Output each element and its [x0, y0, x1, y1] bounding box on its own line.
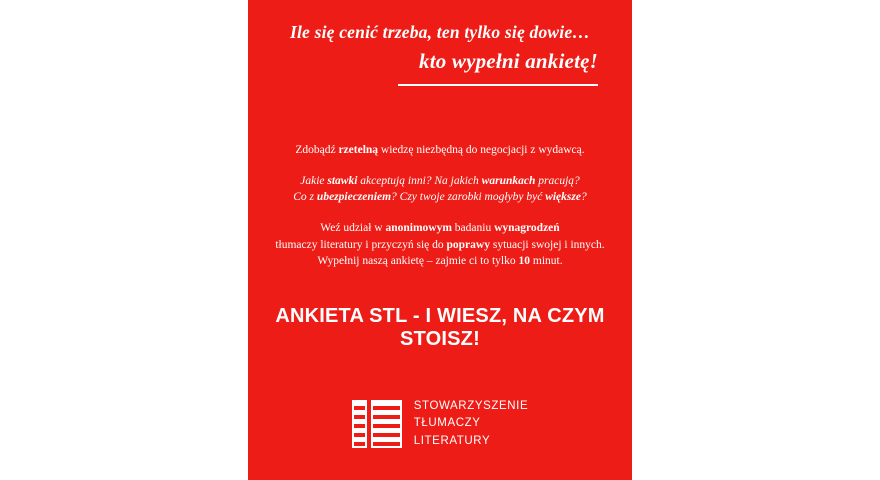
- headline-rule: [398, 84, 598, 86]
- p3-emph-wynagrodzen: wynagrodzeń: [494, 222, 560, 235]
- p2-text-j: ?: [580, 191, 587, 204]
- book-pages-logo-icon: [352, 400, 402, 448]
- p1-emph-rzetelna: rzetelną: [338, 144, 379, 156]
- p3-text-a: Weź udział w: [320, 222, 386, 235]
- logo-text-line-1: STOWARZYSZENIE: [413, 400, 529, 412]
- p2-emph-warunkach: warunkach: [481, 174, 536, 187]
- p3-text-h: Wypełnij naszą ankietę – zajmie ci to tylko: [317, 255, 519, 268]
- logo-bar: [373, 415, 400, 419]
- headline-block: [248, 22, 632, 86]
- cta-text: ANKIETA STL - I WIESZ, NA CZYM STOISZ!: [275, 305, 605, 350]
- p3-emph-anonimowym: anonimowym: [385, 222, 452, 235]
- logo-block: [248, 398, 632, 450]
- p1-text-a: Zdobądź: [295, 144, 339, 156]
- logo-bar: [373, 406, 400, 410]
- p3-text-c: badaniu: [451, 222, 495, 235]
- p2-text-e: pracują?: [535, 174, 580, 187]
- logo-bar: [354, 433, 365, 437]
- p2-text-f: Co z: [293, 191, 317, 204]
- logo-bar: [354, 415, 365, 419]
- logo-bar: [373, 442, 400, 446]
- logo-bar: [354, 406, 365, 410]
- p2-text-c: akceptują inni? Na jakich: [357, 174, 482, 187]
- poster: [248, 0, 632, 480]
- p2-emph-wieksze: większe: [545, 191, 581, 204]
- p3-emph-10: 10: [518, 255, 531, 268]
- p2-text-a: Jakie: [300, 174, 328, 187]
- headline-line-2: kto wypełni ankietę!: [419, 48, 598, 73]
- p3-text-j: minut.: [530, 255, 563, 268]
- p2-emph-ubezpieczeniem: ubezpieczeniem: [316, 191, 392, 204]
- logo-bar: [373, 433, 400, 437]
- paragraph-1: [268, 142, 612, 159]
- p3-text-g: sytuacji swojej i innych.: [489, 238, 605, 251]
- body-block: [248, 142, 632, 270]
- headline-line-1: Ile się cenić trzeba, ten tylko się dowie…: [289, 22, 591, 42]
- p1-text-c: wiedzę niezbędną do negocjacji z wydawcą.: [378, 144, 585, 156]
- logo-bar: [354, 424, 365, 428]
- p3-emph-poprawy: poprawy: [446, 238, 490, 251]
- logo-text-line-3: LITERATURY: [413, 434, 491, 447]
- logo-spine: [367, 400, 371, 448]
- logo-text-line-2: TŁUMACZY: [413, 417, 481, 430]
- logo-text: [414, 398, 528, 450]
- p2-text-h: ? Czy twoje zarobki mogłyby być: [391, 191, 546, 204]
- paragraph-2: [268, 173, 612, 206]
- p2-emph-stawki: stawki: [327, 174, 358, 187]
- p3-text-e: tłumaczy literatury i przyczyń się do: [275, 238, 447, 251]
- paragraph-3: [268, 220, 612, 270]
- logo-bar: [354, 442, 365, 446]
- logo-bar: [373, 424, 400, 428]
